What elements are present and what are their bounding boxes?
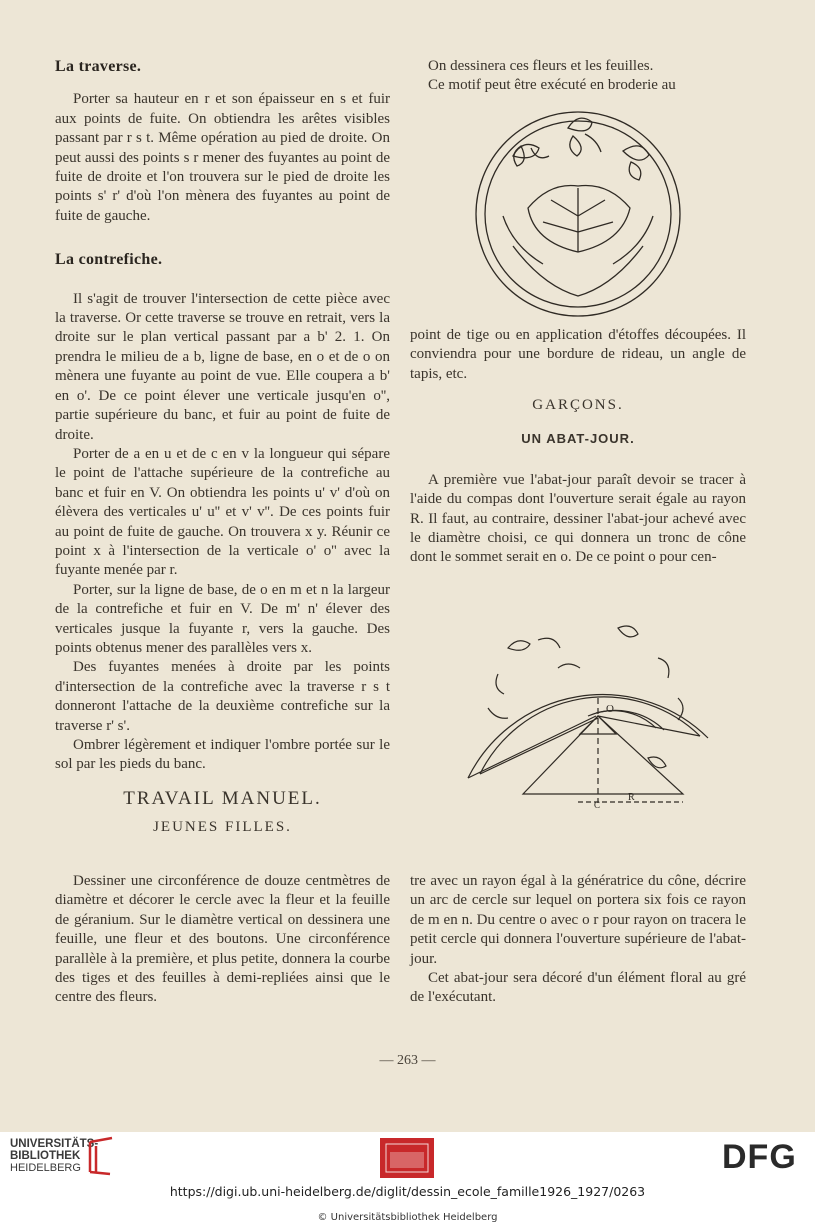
copyright-notice: © Universitätsbibliothek Heidelberg [317, 1212, 498, 1223]
library-mark-icon [86, 1136, 116, 1176]
garcons-title: GARÇONS. [532, 397, 624, 414]
traverse-heading: La traverse. [55, 58, 142, 75]
flower-top [568, 118, 592, 131]
flower-left [513, 144, 539, 157]
page-number: — 263 — [379, 1053, 436, 1068]
outer-arc [468, 694, 708, 777]
geranium-circle-figure [473, 96, 683, 326]
contrefiche-paragraph-1: Il s'agit de trouver l'intersection de cette pièce avec la traverse. Or cette traverse se trouve en retrait, vers la droite sur le plan vertical passant par a b' 2. 1. On prendra le milieu de a b, ligne de base, en o et de o on mènera une fuyante au point de vue. Elle coupera a b' en o'. De ce point élever une verticale jusqu'en o'', partie supérieure du banc, et fuir au point de fuite de droite. [55, 290, 390, 443]
jeunes-filles-title: JEUNES FILLES. [153, 819, 292, 836]
intro-line-2: Ce motif peut être exécuté en broderie au [428, 77, 676, 94]
univ-line-3: HEIDELBERG [10, 1162, 81, 1174]
generatrix-line [468, 716, 596, 778]
flower-right [623, 146, 649, 160]
abat-jour-paragraph-1: A première vue l'abat-jour paraît devoir se tracer à l'aide du compas dont l'ouverture serait égale au rayon R. Il faut, au contraire, dessiner l'abat-jour achevé avec le diamètre choisi, ce qui donnera un tronc de cône dont le sommet serait en o. De ce point o pour cen- [410, 471, 746, 566]
abat-jour-title: UN ABAT-JOUR. [521, 431, 635, 447]
contrefiche-paragraph-2: Porter de a en u et de c en v la longueur qui sépare le point de l'attache supérieure de la contrefiche au banc et fuir en V. On obtiendra les points u' v' d'où on élèvera des verticales u' u'' et v' v''. De ces points fuir au point de fuite de gauche. On trouvera x y. Réunir ce point x à l'intersection de la verticale o' o'' avec la fuyante menée par r. [55, 445, 390, 579]
dfg-logo[interactable]: DFG [722, 1138, 797, 1176]
univ-line-1: UNIVERSITÄTS- [10, 1138, 99, 1150]
project-logo-icon [380, 1138, 434, 1178]
label-r: R [628, 791, 635, 803]
abat-jour-paragraph-3: Cet abat-jour sera décoré d'un élément floral au gré de l'exécutant. [410, 970, 746, 1006]
footer-bar [0, 1132, 815, 1231]
after-figure-paragraph: point de tige ou en application d'étoffes découpées. Il conviendra pour une bordure de rideau, un angle de tapis, etc. [410, 326, 746, 382]
contrefiche-heading: La contrefiche. [55, 251, 163, 269]
label-c: C [594, 799, 601, 808]
lampshade-figure [428, 588, 728, 808]
jeunes-filles-paragraph: Dessiner une circonférence de douze centmètres de diamètre et décorer le cercle avec la fleur et la feuille de géranium. Sur le diamètre vertical on dessinera une feuille, une fleur et des boutons. Une circonférence parallèle à la première, et plus petite, donnera la courbe des tiges et des feuilles à demi-repliées ainsi que le centre des fleurs. [55, 873, 390, 1006]
right-column-bottom [410, 872, 746, 1008]
left-column [55, 57, 390, 852]
source-url[interactable]: https://digi.ub.uni-heidelberg.de/diglit/dessin_ecole_famille1926_1927/0263 [169, 1184, 646, 1199]
univ-line-2: BIBLIOTHEK [10, 1150, 81, 1162]
label-o: O [606, 702, 614, 715]
left-column-bottom [55, 872, 390, 1008]
abat-jour-paragraph-2: tre avec un rayon égal à la génératrice du cône, décrire un arc de cercle sur lequel on portera six fois ce rayon de m en n. Du centre o avec o r pour rayon on tracera le petit cercle qui donnera l'ouverture supérieure de l'abat-jour. [410, 873, 746, 967]
contrefiche-paragraph-3: Porter, sur la ligne de base, de o en m et n la largeur de la contrefiche et fuir en V. De m' n' élever des verticales jusque la fuyante r, vers la gauche. Des points obtenus mener des parallèles vers x. [55, 581, 390, 656]
contrefiche-paragraph-5: Ombrer légèrement et indiquer l'ombre portée sur le sol par les pieds du banc. [55, 737, 390, 773]
intro-line-1: On dessinera ces fleurs et les feuilles. [428, 58, 654, 74]
center-project-logo[interactable] [380, 1138, 434, 1178]
right-column [410, 57, 746, 808]
contrefiche-paragraph-4: Des fuyantes menées à droite par les points d'intersection de la contrefiche avec la traverse r s t donneront l'attache de la deuxième contrefiche sur la traverse r' s'. [55, 659, 390, 734]
travail-manuel-title: TRAVAIL MANUEL. [123, 787, 322, 809]
geranium-leaf [528, 185, 630, 252]
traverse-paragraph: Porter sa hauteur en r et son épaisseur en s et fuir aux points de fuite. On obtiendra les arêtes visibles passant par r s t. Même opération au pied de droite. On peut aussi des points s r mener des fuyantes au point de fuite de droite et l'on trouvera sur le pied de droite les points s' r' d'où l'on mènera des fuyantes au point de fuite de gauche. [55, 91, 390, 224]
